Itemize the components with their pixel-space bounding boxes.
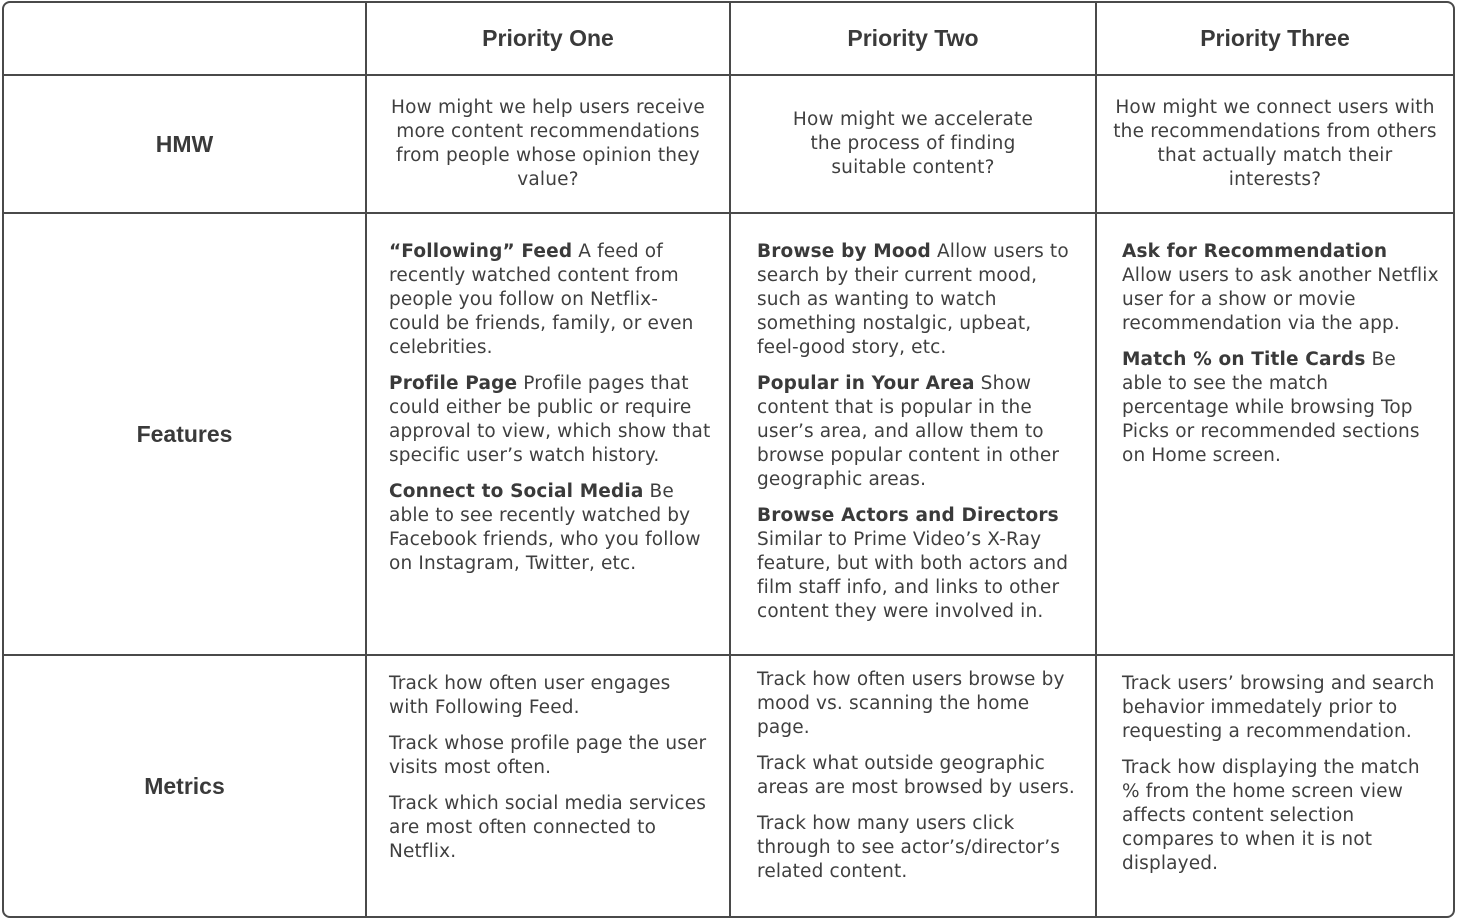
feature-item [757,240,1079,360]
feature-title: “Following” Feed [389,241,573,262]
feature-item [389,372,713,468]
feature-title: Connect to Social Media [389,481,644,502]
feature-description: Show content that is popular in the user’s area, and allow them to browse popular content in other geographic areas. [757,373,1060,490]
feature-item [389,480,713,576]
hmw-text: How might we connect users with the recommendations from others that actually match their interests? [1113,97,1437,190]
feature-title: Profile Page [389,373,518,394]
row-header-features: Features [4,214,367,656]
metrics-cell-priority-one [367,656,731,916]
feature-item [1122,240,1439,336]
feature-item [757,372,1079,492]
feature-description: Be able to see recently watched by Facebook friends, who you follow on Instagram, Twitter, etc. [389,481,701,574]
feature-item [1122,348,1439,468]
feature-title: Browse Actors and Directors [757,505,1059,526]
feature-description: Similar to Prime Video’s X-Ray feature, but with both actors and film staff info, and links to other content they were involved in. [757,529,1069,622]
metric-item: Track how many users click through to see actor’s/director’s related content. [757,813,1061,882]
column-header-priority-two: Priority Two [731,3,1097,76]
hmw-cell-priority-one [367,76,731,214]
metrics-cell-priority-two [731,656,1097,916]
hmw-text: How might we accelerate the process of finding suitable content? [792,109,1034,178]
metrics-cell-priority-three [1097,656,1453,916]
feature-description: A feed of recently watched content from people you follow on Netflix- could be friends, family, or even celebrities. [389,241,694,358]
feature-title: Match % on Title Cards [1122,349,1366,370]
priority-table [4,3,1453,916]
feature-description: Allow users to search by their current mood, such as wanting to watch something nostalgic, upbeat, feel-good story, etc. [757,241,1069,358]
metric-item: Track how displaying the match % from the home screen view affects content selection compares to when it is not displayed. [1122,757,1420,874]
feature-description: Allow users to ask another Netflix user for a show or movie recommendation via the app. [1122,265,1439,334]
column-header-priority-three: Priority Three [1097,3,1453,76]
feature-title: Popular in Your Area [757,373,975,394]
features-cell-priority-three [1097,214,1453,656]
hmw-cell-priority-two [731,76,1097,214]
hmw-cell-priority-three [1097,76,1453,214]
metric-item: Track what outside geographic areas are most browsed by users. [757,753,1075,798]
feature-title: Browse by Mood [757,241,931,262]
metric-item: Track which social media services are most often connected to Netflix. [389,793,707,862]
metric-item: Track users’ browsing and search behavior immedately prior to requesting a recommendation. [1122,673,1435,742]
metric-item: Track how often user engages with Following Feed. [389,673,671,718]
feature-description: Be able to see the match percentage while browsing Top Picks or recommended sections on Home screen. [1122,349,1420,466]
row-header-metrics: Metrics [4,656,367,916]
feature-description: Profile pages that could either be public or require approval to view, which show that specific user’s watch history. [389,373,711,466]
features-cell-priority-two [731,214,1097,656]
corner-cell [4,3,367,76]
priority-matrix [2,1,1455,918]
feature-item [389,240,713,360]
row-header-hmw: HMW [4,76,367,214]
hmw-text: How might we help users receive more content recommendations from people whose opinion they value? [391,97,705,190]
feature-title: Ask for Recommendation [1122,241,1388,262]
column-header-priority-one: Priority One [367,3,731,76]
features-cell-priority-one [367,214,731,656]
feature-item [757,504,1079,624]
metric-item: Track how often users browse by mood vs. scanning the home page. [757,669,1065,738]
metric-item: Track whose profile page the user visits most often. [389,733,707,778]
